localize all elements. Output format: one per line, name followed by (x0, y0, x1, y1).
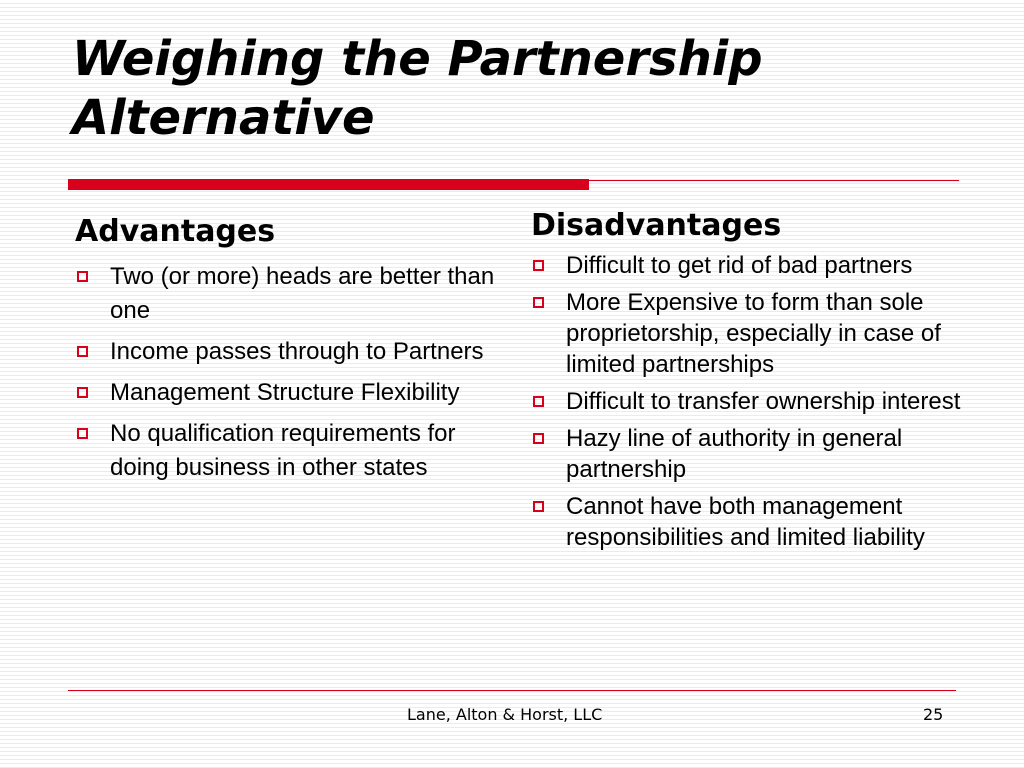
disadvantage-text: Hazy line of authority in general partnership (566, 425, 903, 483)
advantages-list (75, 260, 495, 485)
square-bullet-icon (77, 387, 88, 398)
list-item (531, 386, 961, 417)
disadvantage-text: Difficult to get rid of bad partners (566, 252, 913, 279)
disadvantage-text: Cannot have both management responsibilities and limited liability (566, 493, 925, 551)
disadvantage-text: Difficult to transfer ownership interest (566, 388, 961, 415)
disadvantage-text: More Expensive to form than sole proprietorship, especially in case of limited partnerships (566, 289, 941, 378)
footer-credit: Lane, Alton & Horst, LLC (407, 705, 603, 724)
square-bullet-icon (533, 396, 544, 407)
square-bullet-icon (77, 271, 88, 282)
list-item (531, 491, 961, 553)
list-item (75, 335, 495, 369)
disadvantages-column (531, 206, 961, 559)
advantage-text: Two (or more) heads are better than one (110, 263, 495, 324)
title-underline-bar (68, 179, 589, 190)
disadvantages-heading: Disadvantages (531, 208, 782, 243)
list-item (531, 287, 961, 380)
list-item (75, 417, 495, 485)
slide-title: Weighing the Partnership Alternative (72, 31, 763, 146)
square-bullet-icon (77, 428, 88, 439)
disadvantages-list (531, 250, 961, 553)
list-item (75, 376, 495, 410)
list-item (531, 423, 961, 485)
advantages-column (75, 212, 495, 492)
square-bullet-icon (77, 346, 88, 357)
square-bullet-icon (533, 433, 544, 444)
advantage-text: Income passes through to Partners (110, 338, 484, 365)
square-bullet-icon (533, 297, 544, 308)
advantage-text: No qualification requirements for doing business in other states (110, 420, 456, 481)
page-number: 25 (923, 705, 944, 724)
advantages-heading: Advantages (75, 214, 276, 249)
advantage-text: Management Structure Flexibility (110, 379, 460, 406)
title-underline-line (589, 180, 959, 181)
square-bullet-icon (533, 501, 544, 512)
list-item (531, 250, 961, 281)
square-bullet-icon (533, 260, 544, 271)
footer-divider (68, 690, 956, 691)
list-item (75, 260, 495, 328)
